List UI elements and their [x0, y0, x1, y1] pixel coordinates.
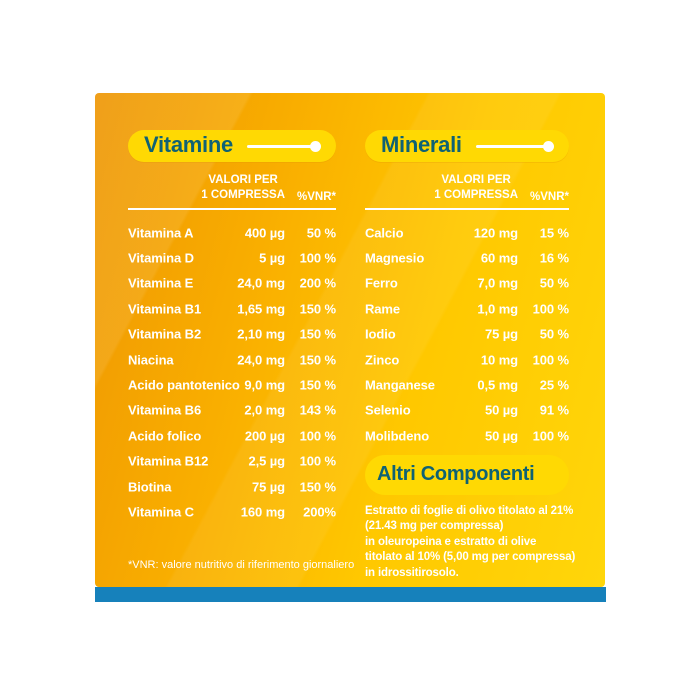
table-row: [365, 271, 569, 296]
column-header-values: [434, 173, 518, 203]
nutrient-name: Magnesio: [365, 250, 425, 266]
nutrient-amount: 160 mg: [240, 504, 285, 520]
nutrient-vnr-percent: 50 %: [539, 326, 569, 342]
column-header-vnr: %VNR*: [530, 191, 569, 203]
nutrient-name: Niacina: [128, 352, 174, 368]
leader-decoration: [247, 141, 321, 152]
other-components-line: titolato al 10% (5,00 mg per compressa): [365, 551, 576, 564]
nutrient-amount: 200 µg: [244, 428, 285, 444]
nutrient-vnr-percent: 100 %: [299, 428, 336, 444]
nutrient-amount: 0,5 mg: [477, 377, 518, 393]
nutrient-amount: 2,5 µg: [248, 453, 285, 469]
nutrient-name: Vitamina E: [128, 275, 194, 291]
nutrient-name: Molibdeno: [365, 428, 430, 444]
nutrient-amount: 60 mg: [480, 250, 518, 266]
nutrient-name: Acido pantotenico: [128, 377, 240, 393]
nutrient-amount: 75 µg: [251, 479, 285, 495]
minerals-table-rows: [365, 220, 569, 449]
nutrient-name: Ferro: [365, 275, 398, 291]
nutrient-amount: 75 µg: [484, 326, 518, 342]
nutrient-vnr-percent: 100 %: [299, 453, 336, 469]
nutrient-name: Manganese: [365, 377, 435, 393]
nutrient-name: Vitamina C: [128, 504, 194, 520]
nutrient-name: Zinco: [365, 352, 400, 368]
vitamins-section-pill: [128, 130, 336, 162]
vnr-footnote: *VNR: valore nutritivo di riferimento giornaliero: [128, 559, 355, 571]
table-row: [365, 322, 569, 347]
bottom-accent-strip: [95, 587, 606, 602]
header-line1: VALORI PER: [208, 174, 278, 186]
nutrient-name: Vitamina B12: [128, 453, 209, 469]
column-header-values: [201, 173, 285, 203]
nutrient-vnr-percent: 150 %: [299, 479, 336, 495]
nutrient-amount: 7,0 mg: [477, 275, 518, 291]
table-row: [365, 372, 569, 397]
table-row: [128, 372, 336, 397]
other-components-text: [365, 504, 576, 582]
minerals-table-header: [365, 174, 569, 210]
leader-dot-icon: [543, 141, 554, 152]
nutrient-amount: 1,0 mg: [477, 301, 518, 317]
table-row: [365, 423, 569, 448]
minerals-section-title: Minerali: [381, 132, 462, 157]
nutrient-amount: 1,65 mg: [237, 301, 285, 317]
table-row: [128, 347, 336, 372]
nutrient-vnr-percent: 25 %: [539, 377, 569, 393]
nutrient-vnr-percent: 150 %: [299, 377, 336, 393]
nutrient-name: Vitamina B2: [128, 326, 202, 342]
other-components-line: in oleuropeina e estratto di olive: [365, 535, 537, 548]
nutrient-amount: 2,10 mg: [237, 326, 285, 342]
nutrient-vnr-percent: 15 %: [539, 225, 569, 241]
nutrient-vnr-percent: 143 %: [299, 402, 336, 418]
column-header-vnr: %VNR*: [297, 191, 336, 203]
nutrient-name: Calcio: [365, 225, 404, 241]
table-row: [128, 449, 336, 474]
nutrient-amount: 24,0 mg: [237, 352, 285, 368]
table-row: [365, 220, 569, 245]
nutrient-vnr-percent: 150 %: [299, 301, 336, 317]
other-components-section-pill: [365, 455, 569, 495]
nutrient-name: Vitamina D: [128, 250, 194, 266]
other-components-title: Altri Componenti: [377, 462, 535, 485]
nutrient-amount: 2,0 mg: [244, 402, 285, 418]
nutrient-name: Selenio: [365, 402, 411, 418]
other-components-line: Estratto di foglie di olivo titolato al 21%: [365, 504, 574, 517]
nutrition-facts-card: [95, 93, 605, 587]
other-components-line: in idrossitirosolo.: [365, 566, 459, 579]
nutrient-vnr-percent: 100 %: [532, 428, 569, 444]
table-row: [365, 296, 569, 321]
nutrient-vnr-percent: 150 %: [299, 326, 336, 342]
leader-line: [476, 145, 545, 148]
nutrient-amount: 10 mg: [480, 352, 518, 368]
table-row: [128, 271, 336, 296]
vitamins-column: [128, 130, 336, 525]
nutrient-amount: 120 mg: [473, 225, 518, 241]
table-row: [128, 220, 336, 245]
table-row: [128, 499, 336, 524]
table-row: [128, 474, 336, 499]
header-line2: 1 COMPRESSA: [434, 189, 518, 201]
minerals-column: [365, 130, 576, 581]
nutrient-name: Iodio: [365, 326, 396, 342]
vitamins-table-rows: [128, 220, 336, 525]
vitamins-table-header: [128, 174, 336, 210]
table-row: [128, 398, 336, 423]
minerals-section-pill: [365, 130, 569, 162]
table-row: [128, 296, 336, 321]
nutrient-vnr-percent: 50 %: [539, 275, 569, 291]
nutrient-vnr-percent: 16 %: [539, 250, 569, 266]
nutrient-vnr-percent: 200%: [303, 504, 336, 520]
nutrient-vnr-percent: 150 %: [299, 352, 336, 368]
table-row: [365, 347, 569, 372]
header-line2: 1 COMPRESSA: [201, 189, 285, 201]
nutrient-name: Vitamina A: [128, 225, 194, 241]
nutrient-vnr-percent: 100 %: [532, 352, 569, 368]
leader-decoration: [476, 141, 554, 152]
table-row: [365, 245, 569, 270]
table-row: [128, 245, 336, 270]
nutrient-vnr-percent: 91 %: [539, 402, 569, 418]
nutrient-vnr-percent: 200 %: [299, 275, 336, 291]
nutrient-name: Vitamina B1: [128, 301, 202, 317]
table-row: [128, 423, 336, 448]
nutrient-vnr-percent: 100 %: [532, 301, 569, 317]
leader-dot-icon: [310, 141, 321, 152]
nutrient-amount: 50 µg: [484, 428, 518, 444]
nutrient-name: Acido folico: [128, 428, 202, 444]
table-row: [128, 322, 336, 347]
nutrient-amount: 5 µg: [259, 250, 285, 266]
header-line1: VALORI PER: [441, 174, 511, 186]
nutrient-amount: 24,0 mg: [237, 275, 285, 291]
nutrient-amount: 400 µg: [244, 225, 285, 241]
nutrient-amount: 9,0 mg: [244, 377, 285, 393]
nutrient-name: Rame: [365, 301, 401, 317]
nutrient-name: Biotina: [128, 479, 172, 495]
other-components-line: (21.43 mg per compressa): [365, 520, 504, 533]
table-row: [365, 398, 569, 423]
leader-line: [247, 145, 312, 148]
nutrient-amount: 50 µg: [484, 402, 518, 418]
nutrient-name: Vitamina B6: [128, 402, 202, 418]
vitamins-section-title: Vitamine: [144, 132, 233, 157]
nutrient-vnr-percent: 50 %: [306, 225, 336, 241]
nutrient-vnr-percent: 100 %: [299, 250, 336, 266]
